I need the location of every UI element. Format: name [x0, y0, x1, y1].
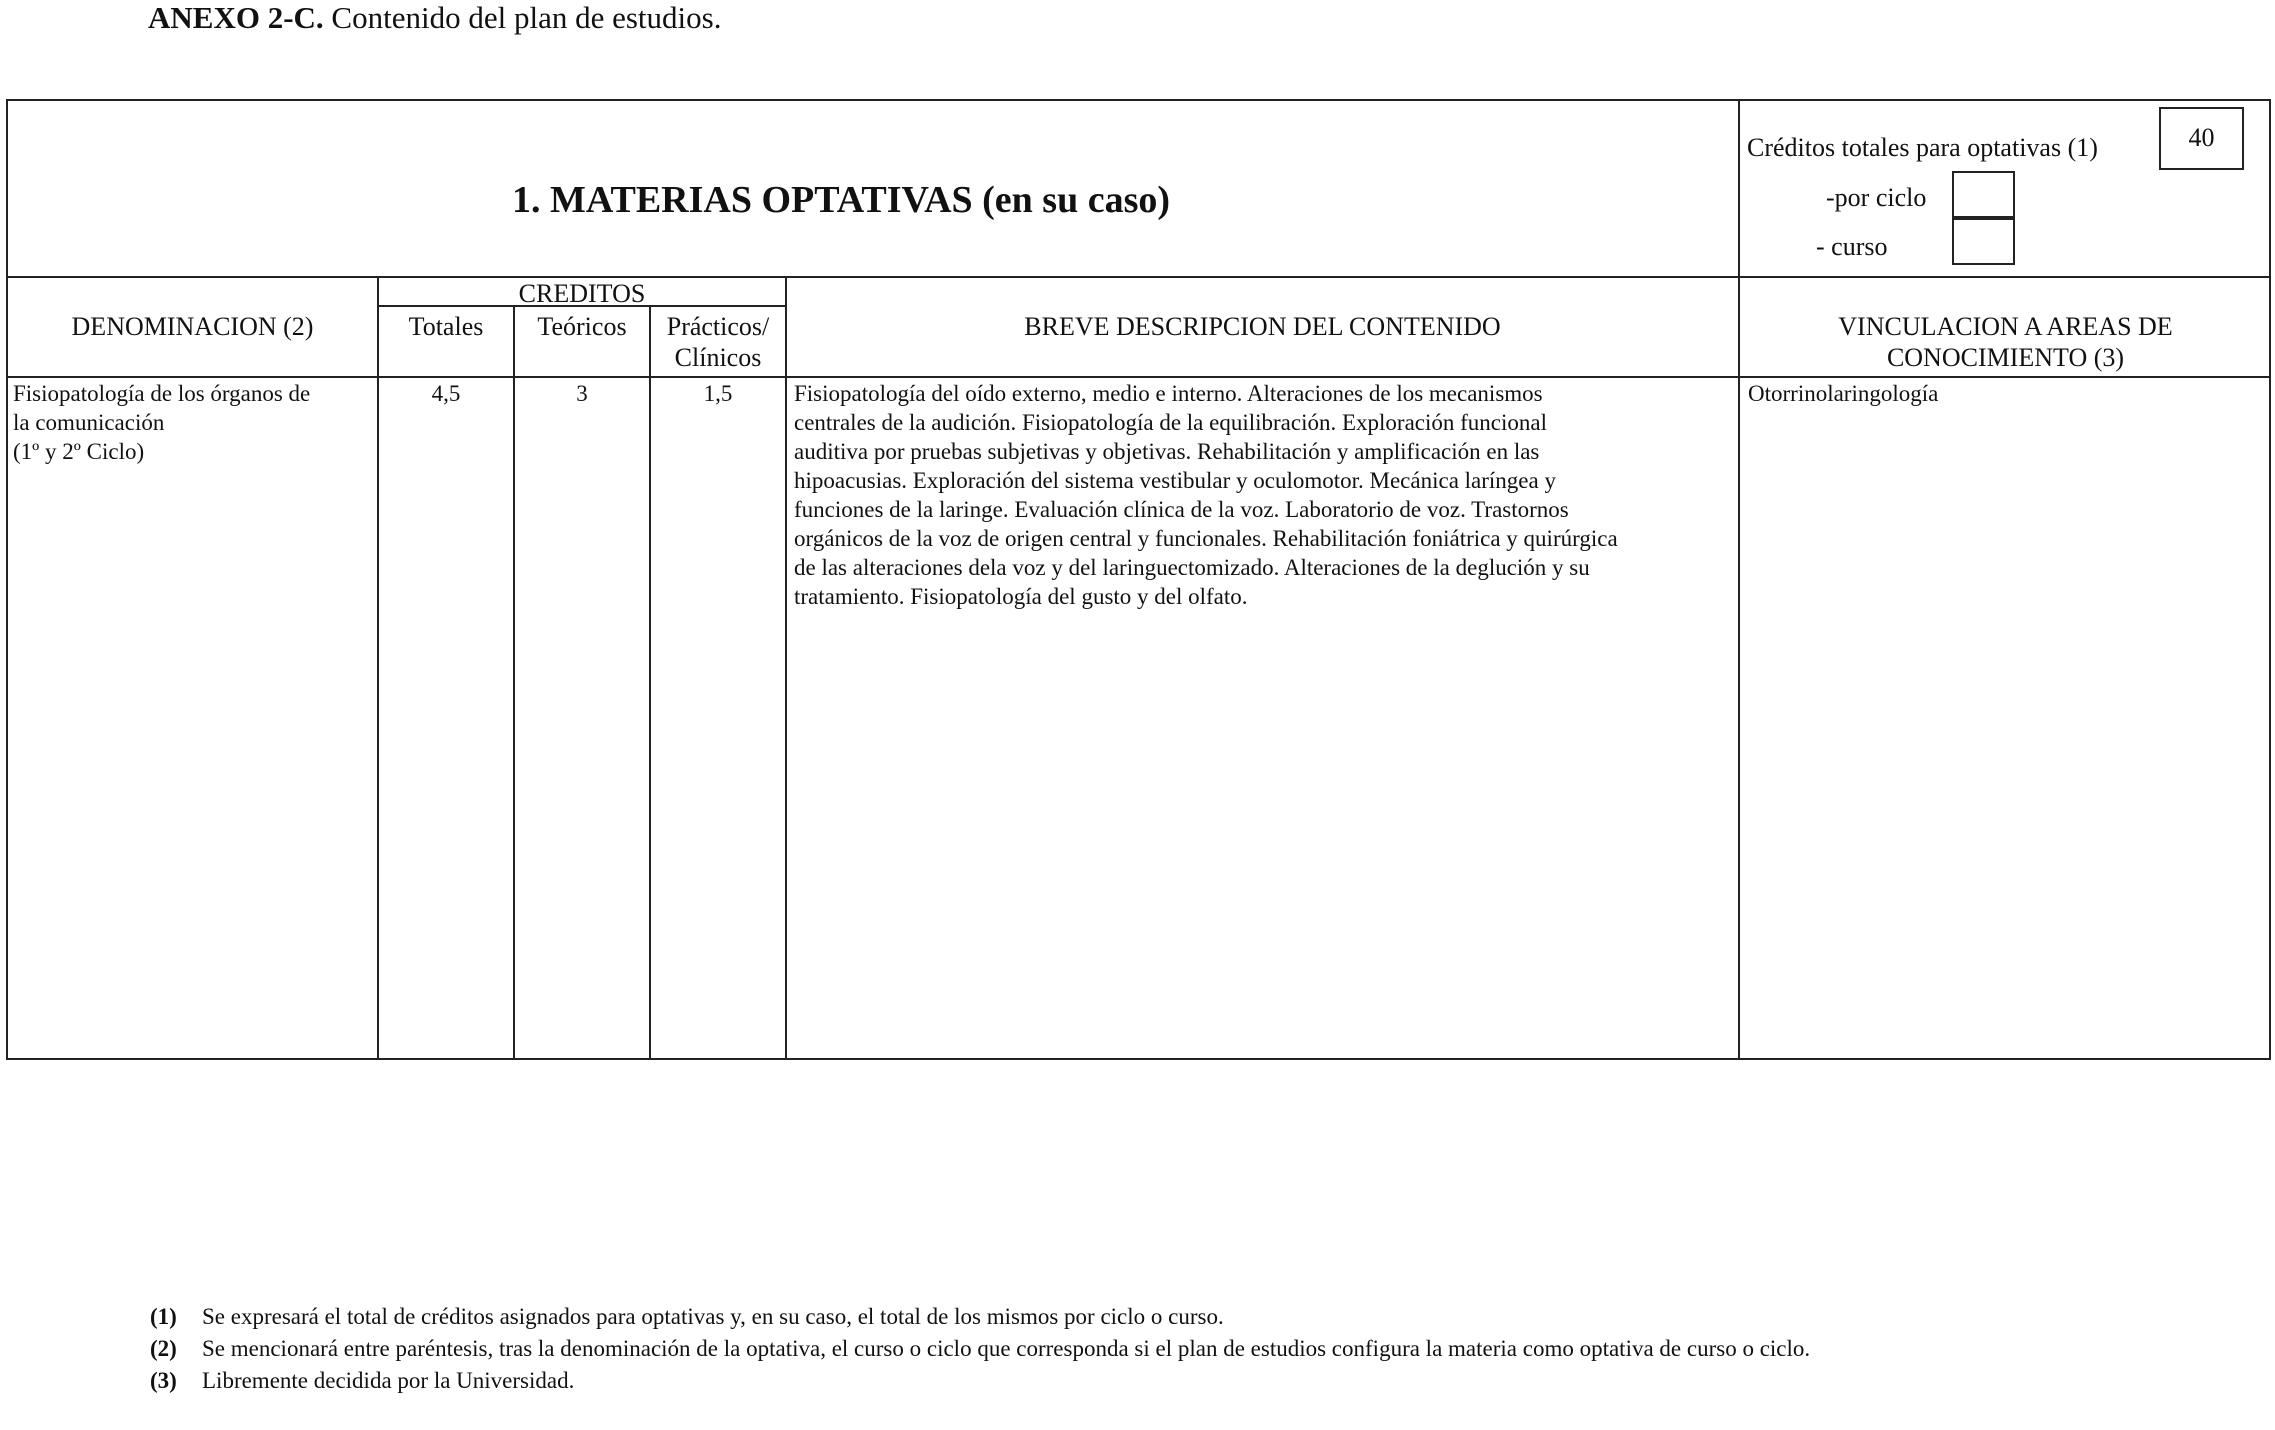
- descripcion-line: funciones de la laringe. Evaluación clínica de la voz. Laboratorio de voz. Trastornos: [794, 497, 1569, 522]
- header-creditos: CREDITOS: [518, 279, 646, 308]
- descripcion-line: orgánicos de la voz de origen central y funcionales. Rehabilitación foniátrica y quirúrgica: [794, 526, 1618, 551]
- footnote-item: [150, 1365, 2180, 1397]
- footnote-text: Libremente decidida por la Universidad.: [202, 1368, 575, 1393]
- descripcion-line: hipoacusias. Exploración del sistema vestibular y oculomotor. Mecánica laríngea y: [794, 468, 1556, 493]
- cell-vinculacion: Otorrinolaringología: [1748, 381, 1939, 406]
- header-totales: Totales: [408, 312, 484, 341]
- footnote-text: Se mencionará entre paréntesis, tras la denominación de la optativa, el curso o ciclo que corresponda si el plan de estudios configura la materia como optativa de curso o ciclo.: [202, 1336, 1811, 1361]
- header-vinculacion-line1: VINCULACION A AREAS DE: [1838, 312, 2173, 341]
- footnote-number: (3): [150, 1368, 177, 1393]
- rule-col-5: [1738, 99, 1740, 1060]
- cell-denominacion: [13, 379, 375, 466]
- curso-box: [1952, 218, 2015, 265]
- header-vinculacion-line2: CONOCIMIENTO (3): [1886, 343, 2125, 372]
- cell-totales: 4,5: [431, 381, 461, 406]
- denominacion-line: (1º y 2º Ciclo): [13, 439, 145, 464]
- footnote-text: Se expresará el total de créditos asignados para optativas y, en su caso, el total de los mismos por ciclo o curso.: [202, 1304, 1224, 1329]
- rule-col-3: [649, 305, 651, 1060]
- cell-teoricos: 3: [576, 381, 588, 406]
- por-ciclo-box: [1952, 171, 2015, 218]
- header-practicos: [651, 311, 785, 373]
- cell-practicos: 1,5: [703, 381, 733, 406]
- footnote-number: (1): [150, 1304, 177, 1329]
- annex-title: Contenido del plan de estudios.: [331, 0, 722, 35]
- footnotes: [150, 1301, 2180, 1397]
- descripcion-line: Fisiopatología del oído externo, medio e interno. Alteraciones de los mecanismos: [794, 381, 1543, 406]
- descripcion-line: de las alteraciones dela voz y del laringuectomizado. Alteraciones de la deglución y su: [794, 555, 1590, 580]
- annex-label: ANEXO 2-C.: [148, 0, 324, 35]
- denominacion-line: Fisiopatología de los órganos de: [13, 381, 311, 406]
- header-descripcion: BREVE DESCRIPCION DEL CONTENIDO: [1024, 312, 1501, 341]
- header-denominacion: DENOMINACION (2): [71, 312, 314, 341]
- page-title: [148, 0, 721, 36]
- rule-title-bottom: [6, 276, 2271, 278]
- credits-total-label: Créditos totales para optativas (1): [1747, 133, 2098, 162]
- credits-total-value: 40: [2159, 107, 2244, 170]
- header-practicos-line2: Clínicos: [674, 343, 762, 372]
- denominacion-line: la comunicación: [13, 410, 165, 435]
- rule-header-bottom: [6, 376, 2271, 378]
- footnote-number: (2): [150, 1336, 177, 1361]
- por-ciclo-label: -por ciclo: [1826, 183, 1927, 212]
- footnote-item: [150, 1333, 2180, 1365]
- curso-label: - curso: [1816, 232, 1888, 261]
- cell-descripcion: [794, 379, 1734, 611]
- rule-col-2: [513, 305, 515, 1060]
- descripcion-line: auditiva por pruebas subjetivas y objetivas. Rehabilitación y amplificación en las: [794, 439, 1540, 464]
- header-practicos-line1: Prácticos/: [666, 312, 770, 341]
- rule-col-4: [785, 276, 787, 1060]
- descripcion-line: centrales de la audición. Fisiopatología de la equilibración. Exploración funcional: [794, 410, 1548, 435]
- header-teoricos: Teóricos: [537, 312, 627, 341]
- section-title: 1. MATERIAS OPTATIVAS (en su caso): [512, 179, 1171, 221]
- descripcion-line: tratamiento. Fisiopatología del gusto y del olfato.: [794, 584, 1248, 609]
- header-vinculacion: [1740, 311, 2271, 373]
- footnote-item: [150, 1301, 2180, 1333]
